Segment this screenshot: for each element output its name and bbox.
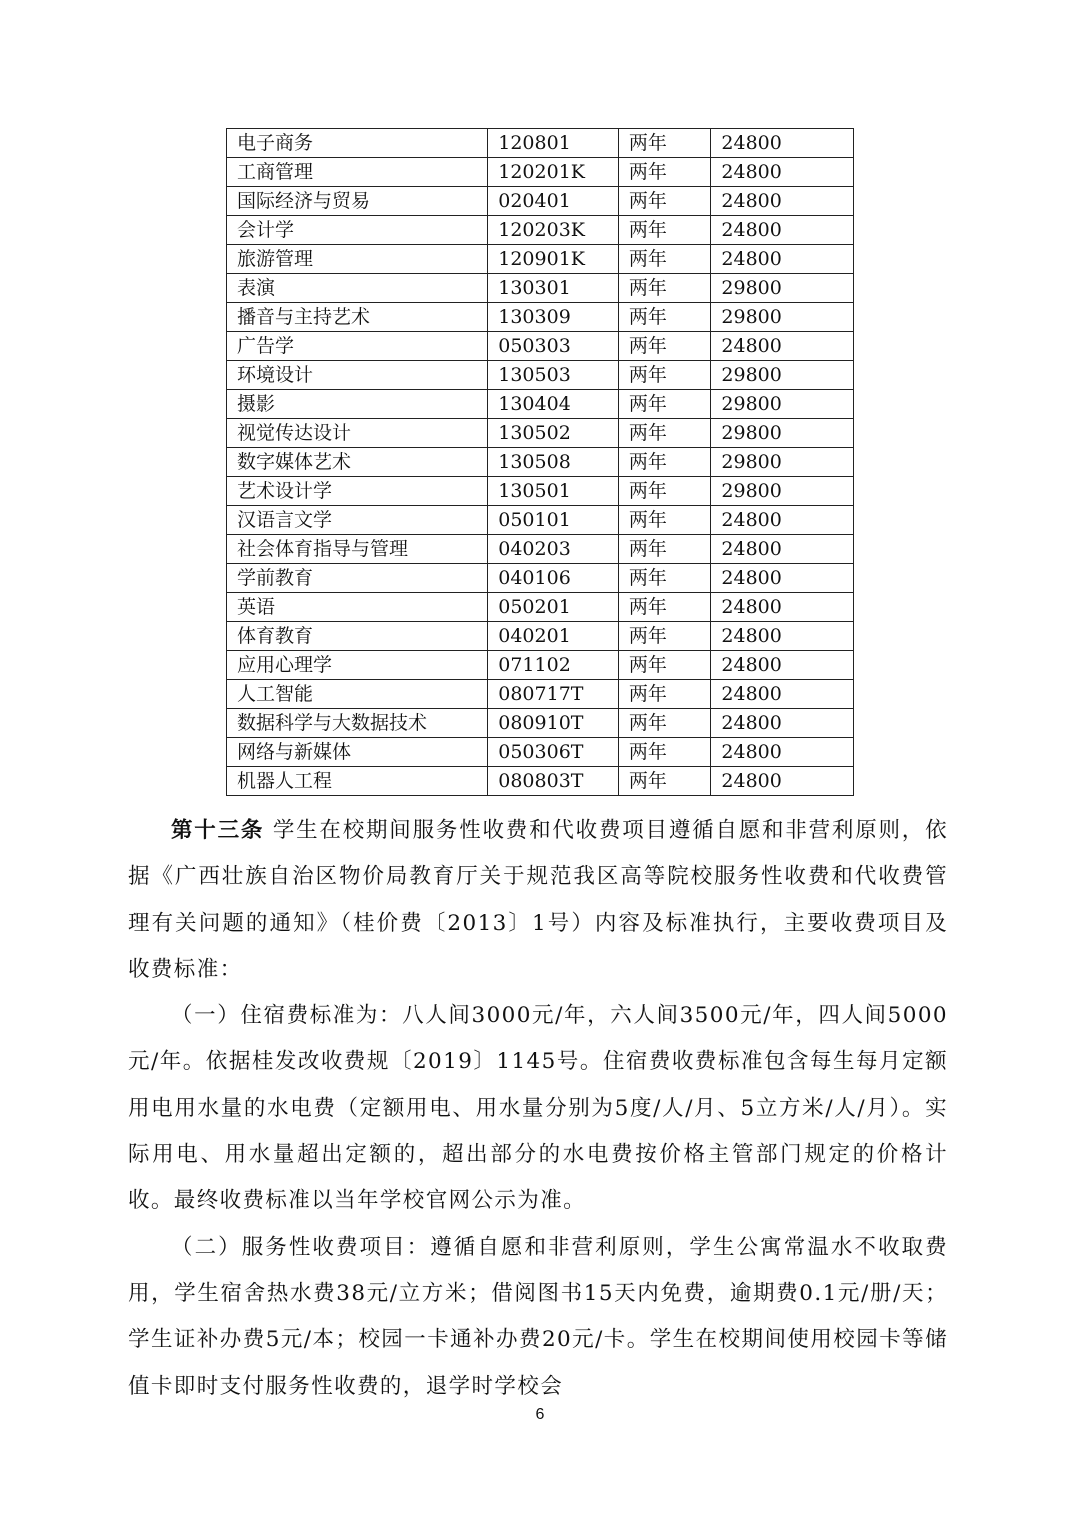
article-heading: 第十三条 [171, 818, 265, 843]
table-row [227, 274, 854, 303]
table-row [227, 129, 854, 158]
major-code-cell: 130309 [488, 303, 619, 332]
major-name-cell: 数据科学与大数据技术 [227, 709, 488, 738]
duration-cell: 两年 [618, 448, 711, 477]
table-row [227, 767, 854, 796]
table-row [227, 680, 854, 709]
duration-cell: 两年 [618, 245, 711, 274]
table-row [227, 187, 854, 216]
tuition-cell: 29800 [711, 361, 854, 390]
tuition-cell: 24800 [711, 506, 854, 535]
major-code-cell: 130501 [488, 477, 619, 506]
tuition-cell: 24800 [711, 651, 854, 680]
tuition-cell: 24800 [711, 187, 854, 216]
table-row [227, 332, 854, 361]
tuition-cell: 24800 [711, 158, 854, 187]
major-name-cell: 表演 [227, 274, 488, 303]
major-name-cell: 人工智能 [227, 680, 488, 709]
major-name-cell: 摄影 [227, 390, 488, 419]
tuition-cell: 24800 [711, 129, 854, 158]
duration-cell: 两年 [618, 361, 711, 390]
duration-cell: 两年 [618, 709, 711, 738]
table-row [227, 390, 854, 419]
major-code-cell: 040203 [488, 535, 619, 564]
major-code-cell: 050303 [488, 332, 619, 361]
tuition-cell: 29800 [711, 274, 854, 303]
major-code-cell: 130508 [488, 448, 619, 477]
body-text [128, 808, 948, 1410]
table-row [227, 419, 854, 448]
duration-cell: 两年 [618, 187, 711, 216]
tuition-cell: 24800 [711, 216, 854, 245]
major-code-cell: 120901K [488, 245, 619, 274]
duration-cell: 两年 [618, 477, 711, 506]
duration-cell: 两年 [618, 564, 711, 593]
duration-cell: 两年 [618, 274, 711, 303]
major-name-cell: 社会体育指导与管理 [227, 535, 488, 564]
major-name-cell: 国际经济与贸易 [227, 187, 488, 216]
major-code-cell: 040201 [488, 622, 619, 651]
major-name-cell: 视觉传达设计 [227, 419, 488, 448]
tuition-cell: 29800 [711, 477, 854, 506]
tuition-cell: 29800 [711, 448, 854, 477]
major-code-cell: 120203K [488, 216, 619, 245]
article-13-paragraph [128, 808, 948, 993]
duration-cell: 两年 [618, 506, 711, 535]
major-code-cell: 130404 [488, 390, 619, 419]
major-code-cell: 080803T [488, 767, 619, 796]
table-row [227, 506, 854, 535]
duration-cell: 两年 [618, 390, 711, 419]
table-row [227, 622, 854, 651]
duration-cell: 两年 [618, 535, 711, 564]
duration-cell: 两年 [618, 593, 711, 622]
duration-cell: 两年 [618, 622, 711, 651]
major-code-cell: 050201 [488, 593, 619, 622]
major-name-cell: 机器人工程 [227, 767, 488, 796]
major-name-cell: 应用心理学 [227, 651, 488, 680]
major-name-cell: 艺术设计学 [227, 477, 488, 506]
tuition-cell: 29800 [711, 390, 854, 419]
tuition-cell: 24800 [711, 767, 854, 796]
page-number: 6 [535, 1406, 545, 1423]
major-code-cell: 020401 [488, 187, 619, 216]
table-row [227, 448, 854, 477]
table-row [227, 738, 854, 767]
fee-table [226, 128, 854, 796]
duration-cell: 两年 [618, 651, 711, 680]
table-row [227, 361, 854, 390]
major-name-cell: 电子商务 [227, 129, 488, 158]
duration-cell: 两年 [618, 767, 711, 796]
major-code-cell: 120201K [488, 158, 619, 187]
tuition-cell: 24800 [711, 680, 854, 709]
major-name-cell: 工商管理 [227, 158, 488, 187]
major-name-cell: 学前教育 [227, 564, 488, 593]
table-row [227, 158, 854, 187]
tuition-cell: 29800 [711, 419, 854, 448]
duration-cell: 两年 [618, 158, 711, 187]
major-code-cell: 040106 [488, 564, 619, 593]
major-name-cell: 体育教育 [227, 622, 488, 651]
paragraph-service-fees: （二）服务性收费项目：遵循自愿和非营利原则，学生公寓常温水不收取费用，学生宿舍热水费38元/立方米；借阅图书15天内免费，逾期费0.1元/册/天；学生证补办费5元/本；校园一卡通补办费20元/卡。学生在校期间使用校园卡等储值卡即时支付服务性收费的，退学时学校会 [128, 1234, 948, 1399]
major-name-cell: 播音与主持艺术 [227, 303, 488, 332]
table-row [227, 245, 854, 274]
tuition-cell: 24800 [711, 738, 854, 767]
table-row [227, 535, 854, 564]
major-code-cell: 130301 [488, 274, 619, 303]
duration-cell: 两年 [618, 129, 711, 158]
major-code-cell: 080910T [488, 709, 619, 738]
duration-cell: 两年 [618, 738, 711, 767]
tuition-cell: 24800 [711, 535, 854, 564]
article-text: 学生在校期间服务性收费和代收费项目遵循自愿和非营利原则，依据《广西壮族自治区物价局教育厅关于规范我区高等院校服务性收费和代收费管理有关问题的通知》（桂价费〔2013〕1号）内容及标准执行，主要收费项目及收费标准： [128, 818, 949, 982]
duration-cell: 两年 [618, 419, 711, 448]
table-row [227, 564, 854, 593]
tuition-cell: 24800 [711, 564, 854, 593]
tuition-cell: 24800 [711, 622, 854, 651]
tuition-cell: 24800 [711, 593, 854, 622]
table-row [227, 477, 854, 506]
major-code-cell: 071102 [488, 651, 619, 680]
major-name-cell: 数字媒体艺术 [227, 448, 488, 477]
table-row [227, 216, 854, 245]
duration-cell: 两年 [618, 303, 711, 332]
duration-cell: 两年 [618, 216, 711, 245]
tuition-cell: 24800 [711, 332, 854, 361]
duration-cell: 两年 [618, 680, 711, 709]
fee-table-body [227, 129, 854, 796]
major-name-cell: 英语 [227, 593, 488, 622]
major-code-cell: 120801 [488, 129, 619, 158]
major-name-cell: 汉语言文学 [227, 506, 488, 535]
major-name-cell: 网络与新媒体 [227, 738, 488, 767]
tuition-cell: 24800 [711, 245, 854, 274]
major-name-cell: 旅游管理 [227, 245, 488, 274]
table-row [227, 651, 854, 680]
table-row [227, 593, 854, 622]
major-code-cell: 130503 [488, 361, 619, 390]
table-row [227, 303, 854, 332]
major-name-cell: 环境设计 [227, 361, 488, 390]
table-row [227, 709, 854, 738]
major-name-cell: 广告学 [227, 332, 488, 361]
major-code-cell: 050306T [488, 738, 619, 767]
major-code-cell: 050101 [488, 506, 619, 535]
tuition-cell: 24800 [711, 709, 854, 738]
major-name-cell: 会计学 [227, 216, 488, 245]
tuition-cell: 29800 [711, 303, 854, 332]
paragraph-dormitory-fee: （一）住宿费标准为：八人间3000元/年，六人间3500元/年，四人间5000元/年。依据桂发改收费规〔2019〕1145号。住宿费收费标准包含每生每月定额用电用水量的水电费（定额用电、用水量分别为5度/人/月、5立方米/人/月）。实际用电、用水量超出定额的，超出部分的水电费按价格主管部门规定的价格计收。最终收费标准以当年学校官网公示为准。 [128, 1003, 948, 1214]
major-code-cell: 130502 [488, 419, 619, 448]
duration-cell: 两年 [618, 332, 711, 361]
major-code-cell: 080717T [488, 680, 619, 709]
